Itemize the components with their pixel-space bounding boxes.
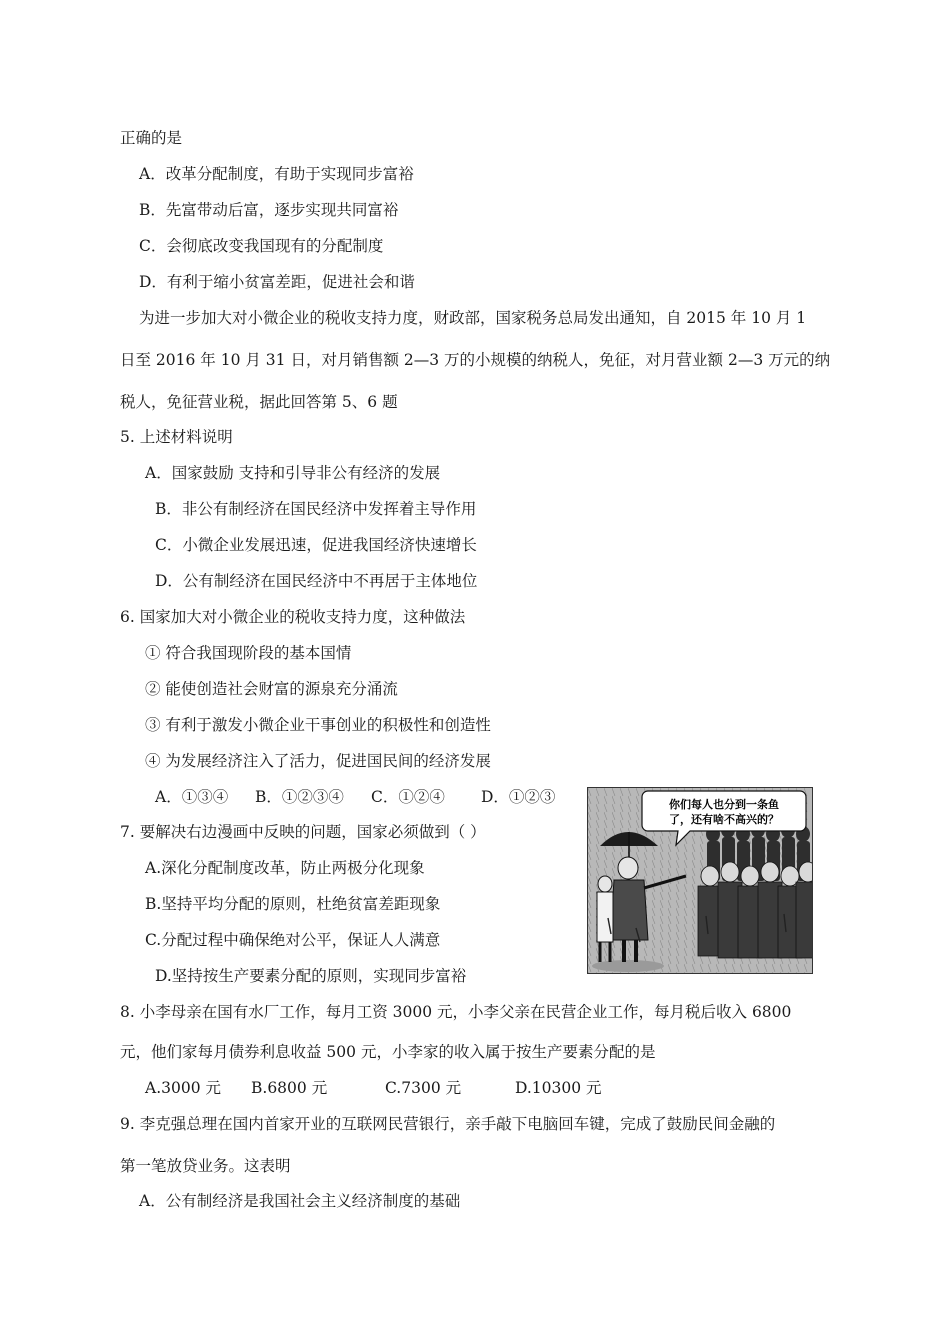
q8-stem-line1: 8. 小李母亲在国有水厂工作，每月工资 3000 元，小李父亲在民营企业工作，每月税后收入 6800 — [120, 1003, 792, 1021]
cartoon-bubble-line2: 了，还有啥不高兴的？ — [669, 813, 779, 826]
q9-stem-line2: 第一笔放贷业务。这表明 — [120, 1157, 291, 1175]
q9-option-a: A．公有制经济是我国社会主义经济制度的基础 — [139, 1192, 461, 1210]
q8-stem-line2: 元，他们家每月债券利息收益 500 元，小李家的收入属于按生产要素分配的是 — [120, 1043, 656, 1061]
q6-item-4: ④ 为发展经济注入了活力，促进国民间的经济发展 — [145, 752, 491, 770]
q7-option-b: B.坚持平均分配的原则，杜绝贫富差距现象 — [145, 895, 441, 913]
q5-option-b: B．非公有制经济在国民经济中发挥着主导作用 — [155, 500, 477, 518]
q6-option-a: A．①③④ — [155, 788, 229, 806]
q4-option-a: A．改革分配制度，有助于实现同步富裕 — [139, 165, 414, 183]
q5-option-d: D．公有制经济在国民经济中不再居于主体地位 — [155, 572, 478, 590]
material-paragraph-line1: 为进一步加大对小微企业的税收支持力度，财政部，国家税务总局发出通知，自 2015 年 10 月 1 — [139, 309, 807, 327]
q4-option-b: B．先富带动后富，逐步实现共同富裕 — [139, 201, 399, 219]
q7-option-d: D.坚持按生产要素分配的原则，实现同步富裕 — [155, 967, 467, 985]
material-paragraph-line3: 税人，免征营业税，据此回答第 5、6 题 — [120, 393, 398, 411]
q8-option-c: C.7300 元 — [385, 1079, 462, 1097]
q8-option-d: D.10300 元 — [515, 1079, 602, 1097]
q6-option-b: B．①②③④ — [255, 788, 344, 806]
q6-item-2: ② 能使创造社会财富的源泉充分涌流 — [145, 680, 398, 698]
q6-item-3: ③ 有利于激发小微企业干事创业的积极性和创造性 — [145, 716, 491, 734]
q5-option-c: C．小微企业发展迅速，促进我国经济快速增长 — [155, 536, 477, 554]
q9-stem-line1: 9. 李克强总理在国内首家开业的互联网民营银行，亲手敲下电脑回车键，完成了鼓励民间金融的 — [120, 1115, 776, 1133]
cartoon-image — [587, 787, 813, 974]
q7-option-c: C.分配过程中确保绝对公平，保证人人满意 — [145, 931, 441, 949]
q6-option-c: C．①②④ — [371, 788, 445, 806]
q7-option-a: A.深化分配制度改革，防止两极分化现象 — [145, 859, 425, 877]
q4-option-d: D．有利于缩小贫富差距，促进社会和谐 — [139, 273, 415, 291]
q5-stem: 5. 上述材料说明 — [120, 428, 233, 446]
cartoon-illustration — [588, 788, 812, 973]
q8-option-a: A.3000 元 — [145, 1079, 221, 1097]
q4-option-c: C．会彻底改变我国现有的分配制度 — [139, 237, 384, 255]
q5-option-a: A．国家鼓励 支持和引导非公有经济的发展 — [145, 464, 441, 482]
q6-item-1: ① 符合我国现阶段的基本国情 — [145, 644, 352, 662]
q6-stem: 6. 国家加大对小微企业的税收支持力度，这种做法 — [120, 608, 466, 626]
q7-stem: 7. 要解决右边漫画中反映的问题，国家必须做到（ ） — [120, 823, 486, 841]
q8-options — [145, 1078, 602, 1098]
q6-option-d: D．①②③ — [481, 788, 556, 806]
q6-options — [155, 787, 555, 807]
material-paragraph-line2: 日至 2016 年 10 月 31 日，对月销售额 2—3 万的小规模的纳税人，免征，对月营业额 2—3 万元的纳 — [120, 351, 831, 369]
q8-option-b: B.6800 元 — [251, 1079, 328, 1097]
cartoon-bubble-line1: 你们每人也分到一条鱼 — [669, 798, 779, 811]
q4-stem-end: 正确的是 — [120, 129, 183, 147]
